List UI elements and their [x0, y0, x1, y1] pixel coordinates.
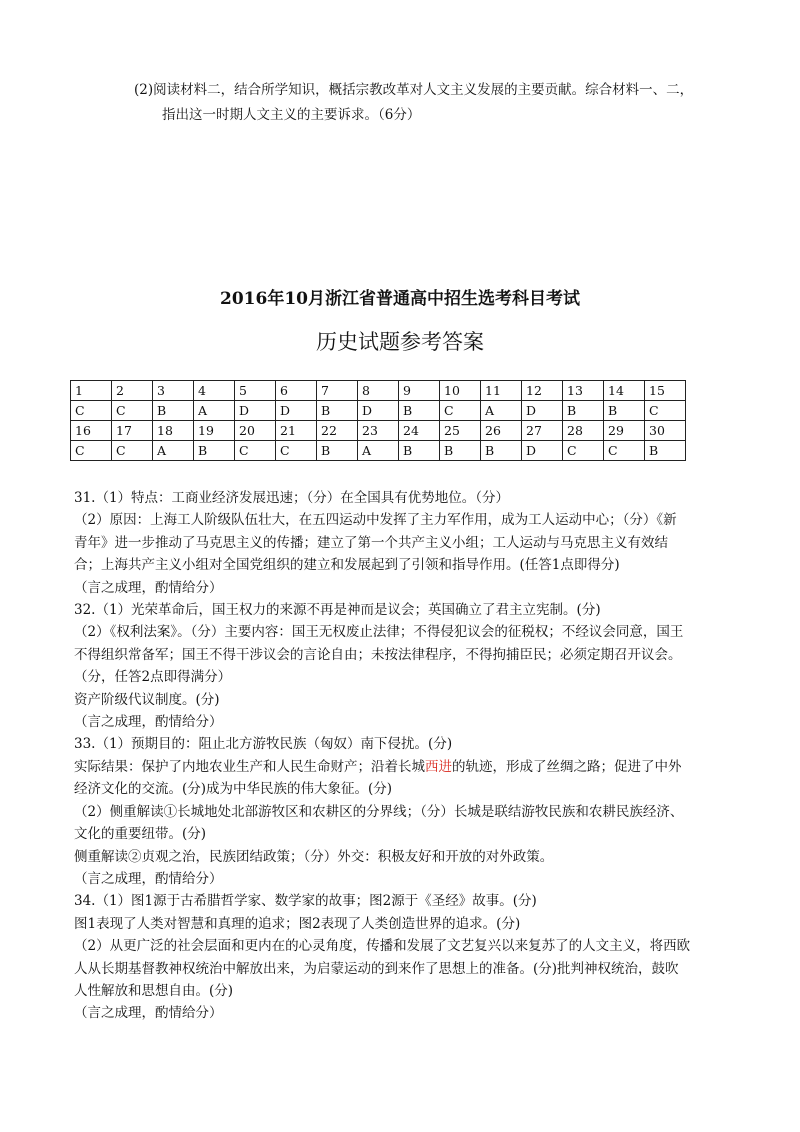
answer-cell: B [317, 441, 358, 461]
q33-part2-line3: 侧重解读②贞观之治，民族团结政策；（分）外交：积极友好和开放的对外政策。 [74, 848, 554, 865]
answer-cell: C [276, 441, 317, 461]
question-number-cell: 22 [317, 421, 358, 441]
answer-cell: D [276, 401, 317, 421]
answer-cell: C [645, 401, 686, 421]
answer-key-title: 历史试题参考答案 [316, 330, 484, 354]
q31-part2-line3: 合；上海共产主义小组对全国党组织的建立和发展起到了引领和指导作用。(任答1点即得分) [74, 557, 620, 574]
q31-part1: 31.（1）特点：工商业经济发展迅速；（分）在全国具有优势地位。（分） [74, 490, 510, 506]
answer-cell: C [563, 441, 604, 461]
answer-cell: C [71, 401, 112, 421]
answer-cell: A [481, 401, 522, 421]
answer-cell: C [112, 441, 153, 461]
q34-part2-line3: 人性解放和思想自由。(分) [74, 982, 234, 999]
question-number-cell: 25 [440, 421, 481, 441]
question-number-row [71, 381, 686, 401]
question-number-cell: 11 [481, 381, 522, 401]
q33-text-pre: 实际结果：保护了内地农业生产和人民生命财产；沿着长城 [74, 758, 425, 775]
q33-part1-line1: 33.（1）预期目的：阻止北方游牧民族（匈奴）南下侵扰。(分) [74, 736, 453, 753]
question-number-cell: 26 [481, 421, 522, 441]
question-number-cell: 15 [645, 381, 686, 401]
answer-cell: C [71, 441, 112, 461]
answer-cell: B [563, 401, 604, 421]
q32-part2-line4: 资产阶级代议制度。(分) [74, 691, 220, 708]
answer-cell: D [358, 401, 399, 421]
q32-part2-line3: （分，任答2点即得满分） [74, 669, 232, 686]
question-number-cell: 1 [71, 381, 112, 401]
q34-part2-line2: 人从长期基督教神权统治中解放出来，为启蒙运动的到来作了思想上的准备。(分)批判神权统治，鼓吹 [74, 960, 679, 977]
q31-part2-line1: （2）原因：上海工人阶级队伍壮大，在五四运动中发挥了主力军作用，成为工人运动中心；（分）《新 [74, 512, 677, 529]
question-number-cell: 30 [645, 421, 686, 441]
question-number-cell: 9 [399, 381, 440, 401]
answer-cell: B [481, 441, 522, 461]
previous-question-line-1: (2)阅读材料二，结合所学知识，概括宗教改革对人文主义发展的主要贡献。综合材料一、二， [134, 82, 694, 98]
q33-part2-line1: （2）侧重解读①长城地处北部游牧区和农耕区的分界线；（分）长城是联结游牧民族和农耕民族经济、 [74, 803, 684, 820]
answer-cell: A [194, 401, 235, 421]
question-number-cell: 18 [153, 421, 194, 441]
question-number-cell: 17 [112, 421, 153, 441]
question-number-cell: 13 [563, 381, 604, 401]
previous-question-line-2: 指出这一时期人文主义的主要诉求。（6分） [162, 107, 421, 123]
q32-part2-line1: （2）《权利法案》。（分）主要内容：国王无权废止法律；不得侵犯议会的征税权；不经议会同意，国王 [74, 624, 684, 641]
q33-note: （言之成理，酌情给分） [74, 870, 223, 887]
question-number-cell: 8 [358, 381, 399, 401]
question-number-row [71, 421, 686, 441]
answer-cell: B [399, 401, 440, 421]
answer-cell: C [235, 441, 276, 461]
question-number-cell: 21 [276, 421, 317, 441]
question-number-cell: 3 [153, 381, 194, 401]
question-number-cell: 6 [276, 381, 317, 401]
answer-cell: B [153, 401, 194, 421]
question-number-cell: 10 [440, 381, 481, 401]
q33-part2-line2: 文化的重要纽带。(分) [74, 826, 207, 843]
answer-cell: C [112, 401, 153, 421]
q34-part1-line2: 图1表现了人类对智慧和真理的追求；图2表现了人类创造世界的追求。(分) [74, 915, 521, 932]
answer-cell: C [440, 401, 481, 421]
answer-cell: B [645, 441, 686, 461]
question-number-cell: 20 [235, 421, 276, 441]
q33-part1-line2 [74, 756, 734, 778]
answer-cell: B [194, 441, 235, 461]
q34-note: （言之成理，酌情给分） [74, 1005, 223, 1022]
answer-cell: B [317, 401, 358, 421]
answer-cell: A [153, 441, 194, 461]
answer-cell: D [522, 401, 563, 421]
question-number-cell: 16 [71, 421, 112, 441]
question-number-cell: 2 [112, 381, 153, 401]
q33-text-post: 的轨迹，形成了丝绸之路；促进了中外 [452, 758, 682, 775]
question-number-cell: 23 [358, 421, 399, 441]
answer-cell: D [522, 441, 563, 461]
q32-part2-line2: 不得组织常备军；国王不得干涉议会的言论自由；未按法律程序，不得拘捕臣民；必须定期召开议会。 [74, 646, 682, 663]
previous-question [134, 78, 734, 128]
answer-cell: A [358, 441, 399, 461]
answer-cell: B [440, 441, 481, 461]
answer-row [71, 441, 686, 461]
question-number-cell: 4 [194, 381, 235, 401]
q31-note: （言之成理，酌情给分） [74, 579, 223, 596]
q31-part2-line2: 青年》进一步推动了马克思主义的传播；建立了第一个共产主义小组；工人运动与马克思主义有效结 [74, 534, 668, 551]
q34-part2-line1: （2）从更广泛的社会层面和更内在的心灵角度，传播和发展了文艺复兴以来复苏了的人文主义，将西欧 [74, 938, 691, 955]
question-number-cell: 7 [317, 381, 358, 401]
answer-cell: D [235, 401, 276, 421]
question-number-cell: 5 [235, 381, 276, 401]
q32-note: （言之成理，酌情给分） [74, 714, 223, 731]
question-number-cell: 29 [604, 421, 645, 441]
question-number-cell: 24 [399, 421, 440, 441]
answer-row [71, 401, 686, 421]
q32-part1: 32.（1）光荣革命后，国王权力的来源不再是神而是议会；英国确立了君主立宪制。(分) [74, 602, 601, 619]
answer-cell: C [604, 441, 645, 461]
answer-cell: B [604, 401, 645, 421]
q33-highlight: 西进 [425, 758, 452, 775]
q34-part1-line1: 34.（1）图1源于古希腊哲学家、数学家的故事；图2源于《圣经》故事。(分) [74, 893, 537, 910]
exam-title: 2016年10月浙江省普通高中招生选考科目考试 [220, 289, 580, 309]
question-number-cell: 12 [522, 381, 563, 401]
question-number-cell: 28 [563, 421, 604, 441]
answer-cell: B [399, 441, 440, 461]
question-number-cell: 14 [604, 381, 645, 401]
q33-part1-line3: 经济文化的交流。(分)成为中华民族的伟大象征。(分) [74, 781, 393, 798]
question-number-cell: 27 [522, 421, 563, 441]
answer-text [74, 487, 734, 1025]
multiple-choice-answer-table [70, 380, 686, 461]
question-number-cell: 19 [194, 421, 235, 441]
